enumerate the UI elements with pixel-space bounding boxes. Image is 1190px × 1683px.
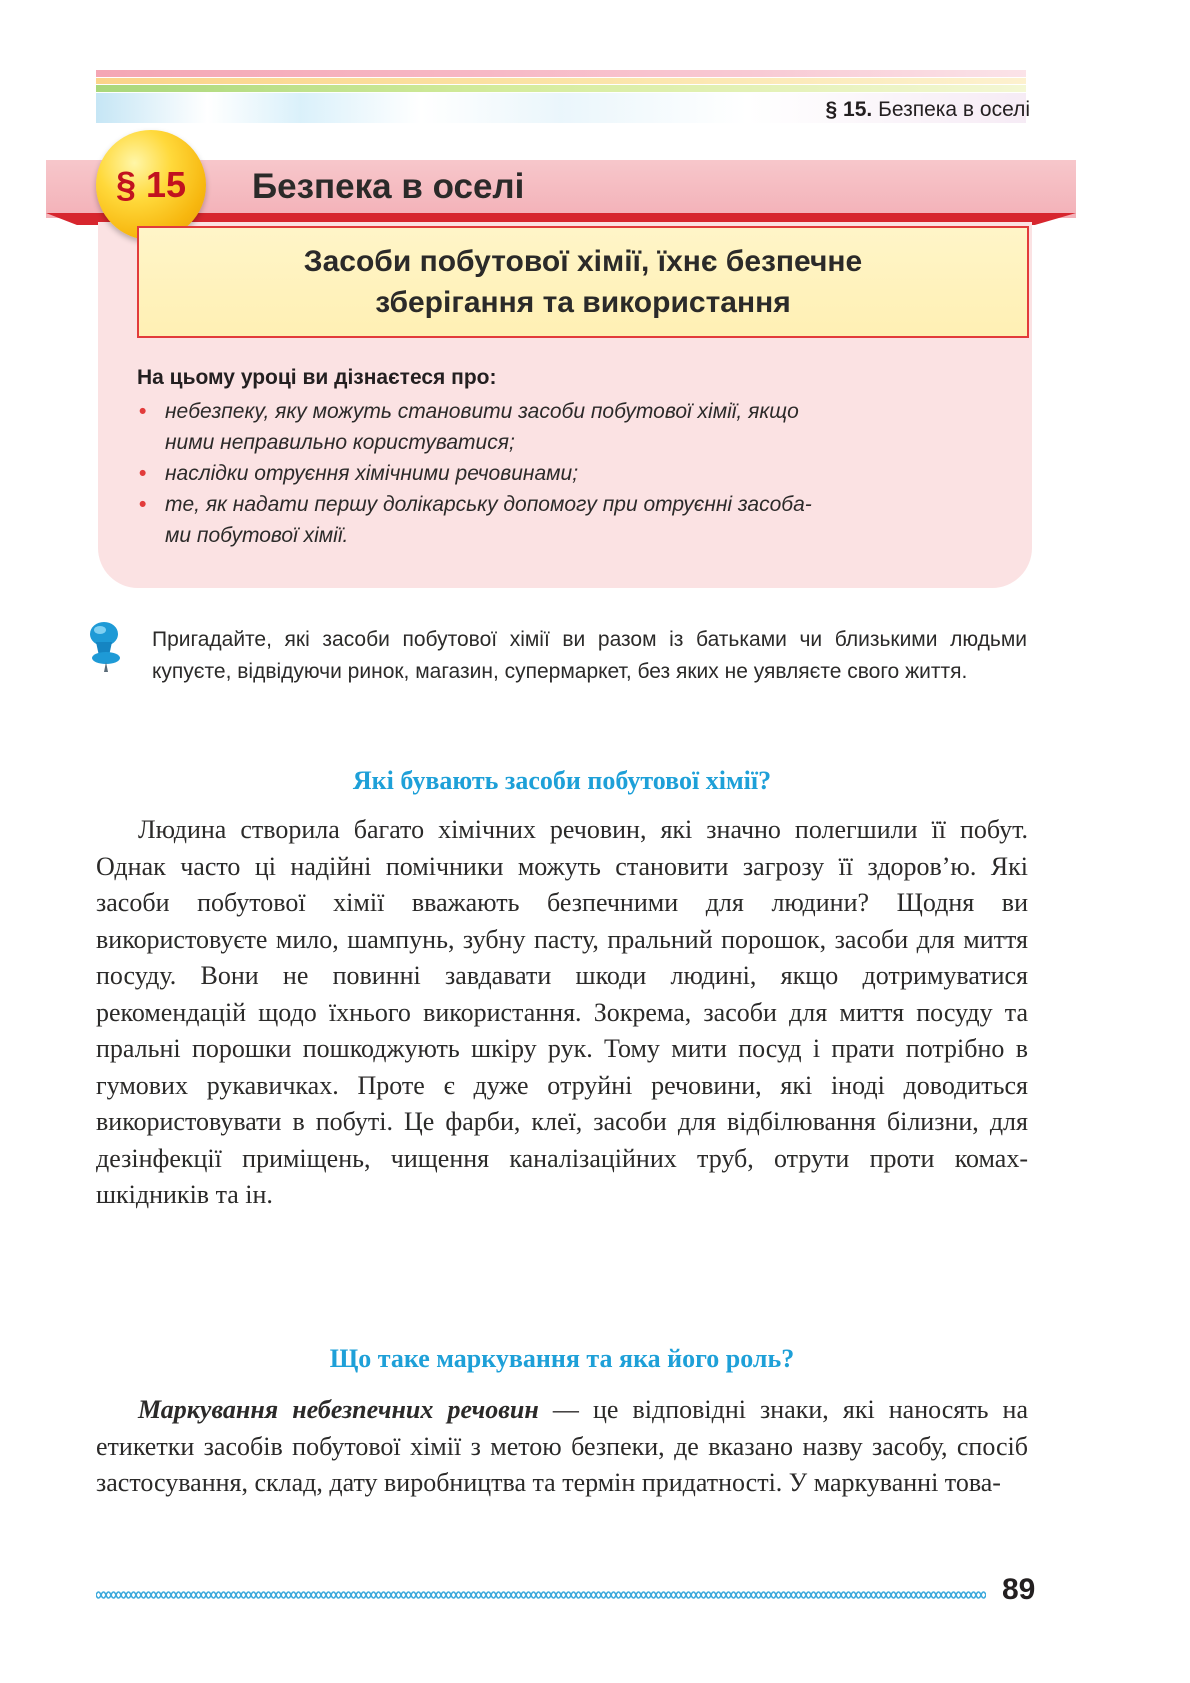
section-heading: Що таке маркування та яка його роль? <box>329 1344 795 1373</box>
goal-line: наслідки отруєння хімічними речовинами; <box>165 462 579 485</box>
chapter-title: Безпека в оселі <box>252 167 525 206</box>
running-header-mark: § 15. <box>825 98 873 121</box>
lesson-goals <box>137 366 1017 551</box>
goals-title: На цьому уроці ви дізнаєтеся про: <box>137 366 497 389</box>
goal-line: небезпеку, яку можуть становити засоби побутової хімії, якщо <box>165 400 799 423</box>
subtitle-line-1: Засоби побутової хімії, їхнє безпечне <box>303 245 863 278</box>
section-body <box>96 812 1028 1214</box>
footer-wave-ornament <box>96 1588 986 1602</box>
stripe-green <box>96 85 1026 92</box>
running-header <box>826 98 1030 122</box>
goal-line: те, як надати першу долікарську допомогу при отруєнні засоба- <box>165 493 812 516</box>
running-header-title: Безпека в оселі <box>878 98 1030 121</box>
goal-item <box>137 396 1017 458</box>
recall-prompt: Пригадайте, які засоби побутової хімії ви разом із батьками чи близькими людьми купуєте, відвідуючи ринок, магазин, супермаркет, без яких не уявляєте свого життя. <box>152 628 1027 683</box>
goal-item <box>137 489 1017 551</box>
pushpin-icon <box>82 620 130 672</box>
stripe-yellow <box>96 78 1026 84</box>
section-body-text: Людина створила багато хімічних речовин, які значно полегшили її побут. Однак часто ці надійні помічники можуть становити загрозу її здоров’ю. Які засоби побутової хімії вважають безпечними для людини? Щодня ви використовуєте мило, шампунь, зубну пасту, пральний порошок, засоби для миття посуду. Вони не повинні завдавати шкоди людині, якщо дотримуватися рекомендацій щодо їхнього використання. Зокрема, засоби для миття посуду та пральні порошки пошкоджують шкіру рук. Тому мити посуд і прати потрібно в гумових рукавичках. Проте є дуже отруйні речовини, які іноді доводиться використовувати в побуті. Це фарби, клеї, засоби для відбілювання білизни, для дезінфекції приміщень, чищення каналізаційних труб, отрути проти комах-шкідників та ін. <box>96 815 1028 1209</box>
term-highlight: Маркування небезпечних речовин <box>138 1395 539 1424</box>
page-number: 89 <box>1002 1573 1036 1606</box>
section-body <box>96 1392 1028 1502</box>
bullet-icon: • <box>139 462 147 485</box>
stripe-pink <box>96 70 1026 77</box>
section-body-text: — це відповідні знаки, які наносять на етикетки засобів побутової хімії з метою безпеки, де вказано назву засобу, спосіб застосування, склад, дату виробництва та термін придатності. У маркуванні това- <box>96 1395 1028 1497</box>
bullet-icon: • <box>139 400 147 423</box>
section-heading: Які бувають засоби побутової хімії? <box>352 766 772 795</box>
goal-line: ми побутової хімії. <box>165 524 349 547</box>
subtitle-line-2: зберігання та використання <box>375 286 791 319</box>
paragraph-badge: § 15 <box>96 130 206 240</box>
goal-line: ними неправильно користуватися; <box>165 431 515 454</box>
chapter-subtitle <box>304 241 862 323</box>
subtitle-box <box>137 226 1029 338</box>
bullet-icon: • <box>139 493 147 516</box>
goal-item <box>137 458 1017 489</box>
